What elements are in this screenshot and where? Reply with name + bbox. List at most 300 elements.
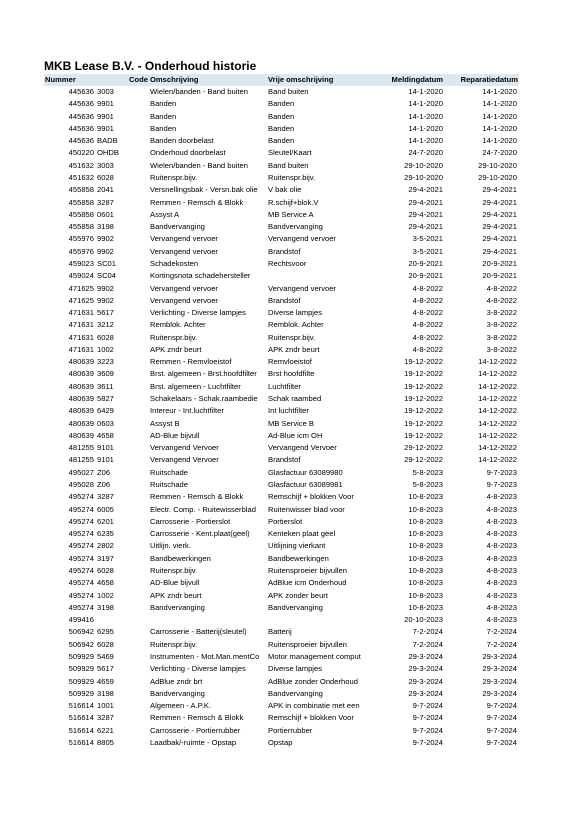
cell-nummer: 445636	[68, 87, 94, 96]
cell-nummer: 459024	[68, 271, 94, 281]
cell-meldingdatum: 4-8-2022	[412, 295, 443, 305]
cell-omschrijving: Banden	[150, 123, 177, 133]
cell-code: 5469	[97, 651, 114, 661]
cell-code: Z06	[97, 480, 111, 489]
cell-vrije-omschrijving: Brandstof	[268, 295, 301, 305]
cell-meldingdatum: 20-9-2021	[408, 258, 443, 268]
cell-nummer: 509929	[68, 664, 94, 674]
cell-code: 2041	[97, 185, 114, 195]
cell-meldingdatum: 9-7-2024	[412, 725, 443, 735]
cell-vrije-omschrijving: Bandbewerkingen	[268, 553, 329, 563]
table-row	[44, 111, 519, 123]
cell-vrije-omschrijving: Banden	[268, 99, 295, 109]
cell-nummer: 495274	[68, 578, 94, 588]
cell-nummer: 516614	[68, 725, 94, 735]
cell-reparatiedatum: 14-12-2022	[478, 357, 517, 367]
cell-code: 3198	[97, 688, 114, 698]
header-vrije-omschrijving: Vrije omschrijving	[267, 74, 367, 86]
cell-nummer: 455858	[68, 185, 94, 195]
cell-meldingdatum: 29-4-2021	[408, 185, 443, 195]
table-row	[44, 614, 519, 626]
table-row	[44, 454, 519, 466]
cell-nummer: 495274	[68, 529, 94, 539]
cell-code: 6028	[97, 565, 114, 575]
cell-omschrijving: Wielen/banden - Band buiten	[150, 160, 248, 170]
cell-omschrijving: Brst. algemeen - Brst.hoofdfilter	[150, 369, 257, 379]
cell-omschrijving: Assyst B	[150, 418, 180, 428]
cell-omschrijving: Uitlijn. vierk.	[150, 541, 191, 551]
cell-omschrijving: AD-Blue bijvull	[150, 430, 200, 440]
document-title: MKB Lease B.V. - Onderhoud historie	[44, 59, 257, 73]
cell-code: 1002	[97, 590, 114, 600]
table-row	[44, 295, 519, 307]
cell-code: 2802	[97, 541, 114, 551]
table-row	[44, 540, 519, 552]
cell-code: 4658	[97, 430, 114, 440]
cell-meldingdatum: 4-8-2022	[412, 283, 443, 293]
cell-nummer: 480639	[68, 418, 94, 428]
cell-vrije-omschrijving: Sleutel/Kaart	[268, 148, 312, 158]
cell-vrije-omschrijving: APK in combinatie met een	[268, 701, 360, 711]
cell-code: 6295	[97, 627, 114, 637]
cell-vrije-omschrijving: Banden	[268, 123, 295, 133]
cell-meldingdatum: 7-2-2024	[412, 627, 443, 637]
cell-meldingdatum: 29-12-2022	[404, 455, 443, 465]
cell-nummer: 455858	[68, 209, 94, 219]
table-row	[44, 577, 519, 589]
cell-omschrijving: Carrosserie - Kent.plaat(geel)	[150, 529, 250, 539]
cell-meldingdatum: 4-8-2022	[412, 332, 443, 342]
cell-code: 9901	[97, 123, 114, 133]
cell-meldingdatum: 5-8-2023	[412, 480, 443, 489]
cell-nummer: 455858	[68, 222, 94, 232]
table-row	[44, 356, 519, 368]
cell-omschrijving: Instrumenten - Mot.Man.mentCo	[150, 651, 260, 661]
cell-omschrijving: Bandvervanging	[150, 602, 205, 612]
cell-nummer: 509929	[68, 688, 94, 698]
cell-nummer: 471625	[68, 295, 94, 305]
table-row	[44, 381, 519, 393]
cell-vrije-omschrijving: Opstap	[268, 737, 293, 747]
cell-vrije-omschrijving: Ruitenwisser blad voor	[268, 504, 345, 514]
cell-reparatiedatum: 4-8-2023	[486, 602, 517, 612]
cell-vrije-omschrijving: Ad-Blue icm OH	[268, 430, 323, 440]
cell-vrije-omschrijving: Schak raambed	[268, 394, 322, 404]
cell-omschrijving: Ruitenspr.bijv.	[150, 172, 198, 182]
cell-nummer: 481255	[68, 443, 94, 453]
cell-reparatiedatum: 3-8-2022	[486, 332, 517, 342]
document-page	[44, 58, 519, 749]
cell-vrije-omschrijving: Band buiten	[268, 160, 309, 170]
cell-code: Z06	[97, 467, 111, 477]
cell-meldingdatum: 20-10-2023	[404, 615, 443, 625]
cell-reparatiedatum: 14-12-2022	[478, 430, 517, 440]
cell-omschrijving: Electr. Comp. - Ruitewisserblad	[150, 504, 256, 514]
cell-omschrijving: Verlichting - Diverse lampjes	[150, 308, 246, 318]
cell-omschrijving: Vervangend vervoer	[150, 283, 218, 293]
cell-nummer: 455976	[68, 234, 94, 244]
cell-vrije-omschrijving: Remvloeistof	[268, 357, 312, 367]
cell-code: 6028	[97, 172, 114, 182]
cell-vrije-omschrijving: Diverse lampjes	[268, 308, 323, 318]
cell-code: 9101	[97, 443, 114, 453]
cell-nummer: 471625	[68, 283, 94, 293]
cell-vrije-omschrijving: Remschijf + blokken Voor	[268, 713, 354, 723]
table-row	[44, 712, 519, 724]
cell-meldingdatum: 29-10-2020	[404, 172, 443, 182]
cell-vrije-omschrijving: Ruitensproeier bijvullen	[268, 565, 347, 575]
cell-vrije-omschrijving: Rechtsvoor	[268, 258, 307, 268]
cell-nummer: 481255	[68, 455, 94, 465]
table-row	[44, 86, 519, 98]
cell-vrije-omschrijving: MB Service B	[268, 418, 314, 428]
table-row	[44, 135, 519, 147]
cell-nummer: 516614	[68, 713, 94, 723]
cell-vrije-omschrijving: Luchtfilter	[268, 381, 301, 391]
cell-vrije-omschrijving: Portierslot	[268, 516, 303, 526]
cell-omschrijving: Carrosserie - Batterij(sleutel)	[150, 627, 247, 637]
cell-reparatiedatum: 3-8-2022	[486, 344, 517, 354]
cell-reparatiedatum: 9-7-2024	[486, 725, 517, 735]
cell-meldingdatum: 14-1-2020	[408, 99, 443, 109]
cell-meldingdatum: 4-8-2022	[412, 320, 443, 330]
table-row	[44, 528, 519, 540]
table-row	[44, 590, 519, 602]
cell-code: 1002	[97, 344, 114, 354]
cell-vrije-omschrijving: Bandvervanging	[268, 688, 323, 698]
cell-nummer: 495274	[68, 553, 94, 563]
cell-omschrijving: Vervangend Vervoer	[150, 455, 219, 465]
table-row	[44, 737, 519, 749]
cell-nummer: 495274	[68, 565, 94, 575]
cell-nummer: 516614	[68, 701, 94, 711]
cell-code	[94, 614, 149, 626]
cell-omschrijving: Banden doorbelast	[150, 136, 214, 146]
cell-meldingdatum: 19-12-2022	[404, 406, 443, 416]
cell-reparatiedatum: 20-9-2021	[482, 271, 517, 281]
cell-nummer: 471631	[68, 332, 94, 342]
cell-vrije-omschrijving: Remschijf + blokken Voor	[268, 492, 354, 502]
cell-omschrijving: Carrosserie - Portierrubber	[150, 725, 241, 735]
cell-omschrijving: Banden	[150, 99, 177, 109]
cell-vrije-omschrijving: APK zndr beurt	[268, 344, 320, 354]
cell-nummer: 455858	[68, 197, 94, 207]
table-row	[44, 405, 519, 417]
cell-code: 0603	[97, 418, 114, 428]
cell-vrije-omschrijving: AdBlue icm Onderhoud	[268, 578, 347, 588]
cell-meldingdatum: 4-8-2022	[412, 308, 443, 318]
cell-reparatiedatum: 20-9-2021	[482, 258, 517, 268]
cell-vrije-omschrijving: Ruitenspr.bijv.	[268, 332, 316, 342]
cell-nummer: 495028	[68, 480, 94, 489]
header-reparatiedatum: Reparatiedatum	[444, 74, 519, 86]
cell-nummer: 445636	[68, 136, 94, 146]
cell-omschrijving: Vervangend vervoer	[150, 295, 218, 305]
cell-omschrijving: AD-Blue bijvull	[150, 578, 200, 588]
cell-meldingdatum: 14-1-2020	[408, 111, 443, 121]
table-row	[44, 467, 519, 479]
cell-nummer: 480639	[68, 381, 94, 391]
cell-meldingdatum: 10-8-2023	[408, 565, 443, 575]
cell-meldingdatum: 3-5-2021	[412, 246, 443, 256]
cell-meldingdatum: 14-1-2020	[408, 136, 443, 146]
cell-vrije-omschrijving: Brandstof	[268, 246, 301, 256]
cell-code: 1001	[97, 701, 114, 711]
cell-reparatiedatum: 29-4-2021	[482, 197, 517, 207]
cell-reparatiedatum: 29-4-2021	[482, 234, 517, 244]
cell-meldingdatum: 19-12-2022	[404, 357, 443, 367]
cell-code: 3609	[97, 369, 114, 379]
cell-nummer: 445636	[68, 99, 94, 109]
cell-omschrijving: Versnellingsbak - Versn.bak olie	[150, 185, 258, 195]
cell-vrije-omschrijving: APK zonder beurt	[268, 590, 328, 600]
cell-omschrijving: Schakelaars - Schak.raambedie	[150, 394, 258, 404]
cell-reparatiedatum: 14-1-2020	[482, 99, 517, 109]
cell-nummer: 495027	[68, 467, 94, 477]
cell-nummer: 471631	[68, 308, 94, 318]
table-row	[44, 442, 519, 454]
cell-vrije-omschrijving: Brst hoofdfilte	[268, 369, 315, 379]
cell-code: 3611	[97, 381, 114, 391]
cell-nummer: 495274	[68, 602, 94, 612]
table-row	[44, 246, 519, 258]
cell-nummer: 480639	[68, 394, 94, 404]
cell-reparatiedatum: 14-12-2022	[478, 418, 517, 428]
cell-reparatiedatum: 24-7-2020	[482, 148, 517, 158]
cell-vrije-omschrijving: MB Service A	[268, 209, 314, 219]
cell-omschrijving: Kortingsnota schadehersteller	[150, 271, 251, 281]
cell-code: 8805	[97, 737, 114, 747]
cell-nummer: 499416	[68, 615, 94, 625]
cell-reparatiedatum: 4-8-2023	[486, 553, 517, 563]
cell-meldingdatum: 29-3-2024	[408, 664, 443, 674]
table-row	[44, 160, 519, 172]
cell-vrije-omschrijving	[267, 270, 367, 282]
table-row	[44, 209, 519, 221]
cell-omschrijving: Ruitenspr.bijv.	[150, 332, 198, 342]
cell-code: 9101	[97, 455, 114, 465]
cell-reparatiedatum: 14-12-2022	[478, 406, 517, 416]
cell-reparatiedatum: 14-12-2022	[478, 369, 517, 379]
cell-nummer: 516614	[68, 737, 94, 747]
cell-reparatiedatum: 3-8-2022	[486, 308, 517, 318]
cell-reparatiedatum: 9-7-2024	[486, 701, 517, 711]
cell-reparatiedatum: 7-2-2024	[486, 627, 517, 637]
cell-reparatiedatum: 14-12-2022	[478, 381, 517, 391]
cell-code: 3003	[97, 160, 114, 170]
cell-reparatiedatum: 29-3-2024	[482, 664, 517, 674]
cell-code: 3287	[97, 492, 114, 502]
table-row	[44, 565, 519, 577]
cell-omschrijving: Vervangend vervoer	[150, 246, 218, 256]
table-row	[44, 651, 519, 663]
cell-code: 5827	[97, 394, 114, 404]
cell-meldingdatum: 29-12-2022	[404, 443, 443, 453]
cell-reparatiedatum: 14-1-2020	[482, 136, 517, 146]
cell-reparatiedatum: 29-3-2024	[482, 676, 517, 686]
cell-meldingdatum: 19-12-2022	[404, 430, 443, 440]
cell-meldingdatum: 3-5-2021	[412, 234, 443, 244]
table-row	[44, 393, 519, 405]
cell-meldingdatum: 10-8-2023	[408, 492, 443, 502]
cell-code: 3198	[97, 222, 114, 232]
cell-omschrijving: Remmen - Remsch & Blokk	[150, 197, 244, 207]
cell-vrije-omschrijving	[267, 614, 367, 626]
cell-meldingdatum: 29-4-2021	[408, 209, 443, 219]
cell-reparatiedatum: 14-1-2020	[482, 87, 517, 96]
cell-reparatiedatum: 29-4-2021	[482, 246, 517, 256]
table-row	[44, 147, 519, 159]
cell-meldingdatum: 19-12-2022	[404, 394, 443, 404]
cell-vrije-omschrijving: Glasfactuur 63089980	[268, 467, 343, 477]
cell-nummer: 471631	[68, 320, 94, 330]
cell-nummer: 450220	[68, 148, 94, 158]
cell-meldingdatum: 9-7-2024	[412, 713, 443, 723]
table-row	[44, 123, 519, 135]
cell-nummer: 480639	[68, 369, 94, 379]
cell-reparatiedatum: 4-8-2023	[486, 516, 517, 526]
cell-meldingdatum: 14-1-2020	[408, 123, 443, 133]
cell-code: 9901	[97, 111, 114, 121]
cell-code: 6221	[97, 725, 114, 735]
cell-reparatiedatum: 29-4-2021	[482, 209, 517, 219]
cell-meldingdatum: 10-8-2023	[408, 516, 443, 526]
cell-code: 3287	[97, 713, 114, 723]
cell-code: BADB	[97, 136, 118, 146]
cell-meldingdatum: 10-8-2023	[408, 590, 443, 600]
cell-vrije-omschrijving: Bandvervanging	[268, 602, 323, 612]
cell-meldingdatum: 19-12-2022	[404, 381, 443, 391]
cell-reparatiedatum: 4-8-2022	[486, 283, 517, 293]
cell-omschrijving: Algemeen - A.P.K.	[150, 701, 212, 711]
cell-code: 3287	[97, 197, 114, 207]
table-row	[44, 516, 519, 528]
table-row	[44, 725, 519, 737]
cell-meldingdatum: 29-4-2021	[408, 222, 443, 232]
cell-reparatiedatum: 3-8-2022	[486, 320, 517, 330]
cell-nummer: 451632	[68, 160, 94, 170]
table-row	[44, 172, 519, 184]
cell-reparatiedatum: 7-2-2024	[486, 639, 517, 649]
cell-nummer: 495274	[68, 492, 94, 502]
cell-code: SC04	[97, 271, 116, 281]
cell-meldingdatum: 5-8-2023	[412, 467, 443, 477]
cell-omschrijving: APK zndr beurt	[150, 344, 202, 354]
table-row	[44, 258, 519, 270]
cell-omschrijving: Brst. algemeen - Luchtfilter	[150, 381, 241, 391]
cell-code: 6005	[97, 504, 114, 514]
cell-nummer: 480639	[68, 430, 94, 440]
cell-omschrijving: Bandvervanging	[150, 688, 205, 698]
cell-reparatiedatum: 4-8-2022	[486, 295, 517, 305]
cell-code: 3003	[97, 87, 114, 96]
cell-omschrijving: Schadekosten	[150, 258, 199, 268]
cell-meldingdatum: 10-8-2023	[408, 602, 443, 612]
cell-vrije-omschrijving: V bak olie	[268, 185, 302, 195]
cell-code: 6201	[97, 516, 114, 526]
table-row	[44, 307, 519, 319]
cell-nummer: 480639	[68, 406, 94, 416]
table-row	[44, 233, 519, 245]
cell-meldingdatum: 10-8-2023	[408, 541, 443, 551]
cell-code: 6028	[97, 332, 114, 342]
cell-reparatiedatum: 4-8-2023	[486, 578, 517, 588]
cell-code: OHDB	[97, 148, 119, 158]
table-row	[44, 332, 519, 344]
cell-omschrijving: Bandbewerkingen	[150, 553, 211, 563]
cell-vrije-omschrijving: Banden	[268, 111, 295, 121]
cell-meldingdatum: 4-8-2022	[412, 344, 443, 354]
table-row	[44, 639, 519, 651]
cell-vrije-omschrijving: Vervangend vervoer	[268, 283, 336, 293]
cell-omschrijving	[149, 614, 267, 626]
cell-reparatiedatum: 29-4-2021	[482, 185, 517, 195]
cell-vrije-omschrijving: Kenteken plaat geel	[268, 529, 336, 539]
cell-omschrijving: Onderhoud doorbelast	[150, 148, 226, 158]
cell-vrije-omschrijving: Remblok. Achter	[268, 320, 324, 330]
table-row	[44, 98, 519, 110]
cell-meldingdatum: 24-7-2020	[408, 148, 443, 158]
table-row	[44, 197, 519, 209]
cell-reparatiedatum: 9-7-2024	[486, 737, 517, 747]
cell-vrije-omschrijving: Int luchtfilter	[268, 406, 309, 416]
table-row	[44, 626, 519, 638]
cell-reparatiedatum: 14-12-2022	[478, 394, 517, 404]
cell-code: 9902	[97, 283, 114, 293]
cell-meldingdatum: 10-8-2023	[408, 504, 443, 514]
cell-nummer: 509929	[68, 651, 94, 661]
cell-omschrijving: Remmen - Remsch & Blokk	[150, 492, 244, 502]
header-omschrijving: Omschrijving	[149, 74, 267, 86]
cell-omschrijving: Bandvervanging	[150, 222, 205, 232]
table-row	[44, 344, 519, 356]
cell-vrije-omschrijving: Portierrubber	[268, 725, 313, 735]
cell-vrije-omschrijving: Vervangend Vervoer	[268, 443, 337, 453]
cell-meldingdatum: 10-8-2023	[408, 529, 443, 539]
cell-code: 3212	[97, 320, 114, 330]
cell-code: 4659	[97, 676, 114, 686]
cell-reparatiedatum: 4-8-2023	[486, 615, 517, 625]
cell-omschrijving: Vervangend Vervoer	[150, 443, 219, 453]
cell-meldingdatum: 29-10-2020	[404, 160, 443, 170]
cell-nummer: 445636	[68, 111, 94, 121]
cell-nummer: 495274	[68, 516, 94, 526]
table-row	[44, 319, 519, 331]
cell-code: 9902	[97, 246, 114, 256]
cell-vrije-omschrijving: Ruitensproeier bijvullen	[268, 639, 347, 649]
cell-omschrijving: Carrosserie - Portierslot	[150, 516, 231, 526]
cell-nummer: 459023	[68, 258, 94, 268]
table-row	[44, 663, 519, 675]
maintenance-history-table	[44, 74, 519, 749]
cell-omschrijving: Wielen/banden - Band buiten	[150, 87, 248, 96]
cell-omschrijving: Remmen - Remvloeistof	[150, 357, 232, 367]
cell-code: 4658	[97, 578, 114, 588]
cell-reparatiedatum: 9-7-2023	[486, 480, 517, 489]
cell-reparatiedatum: 14-12-2022	[478, 443, 517, 453]
cell-omschrijving: Vervangend vervoer	[150, 234, 218, 244]
cell-meldingdatum: 9-7-2024	[412, 701, 443, 711]
cell-code: 9902	[97, 295, 114, 305]
cell-reparatiedatum: 29-4-2021	[482, 222, 517, 232]
cell-vrije-omschrijving: Motor management comput	[268, 651, 361, 661]
cell-omschrijving: Ruitenspr.bijv.	[150, 639, 198, 649]
cell-code: 6028	[97, 639, 114, 649]
cell-code: 6429	[97, 406, 114, 416]
cell-omschrijving: Laadbak/-ruimte - Opstap	[150, 737, 237, 747]
table-row	[44, 700, 519, 712]
table-row	[44, 368, 519, 380]
